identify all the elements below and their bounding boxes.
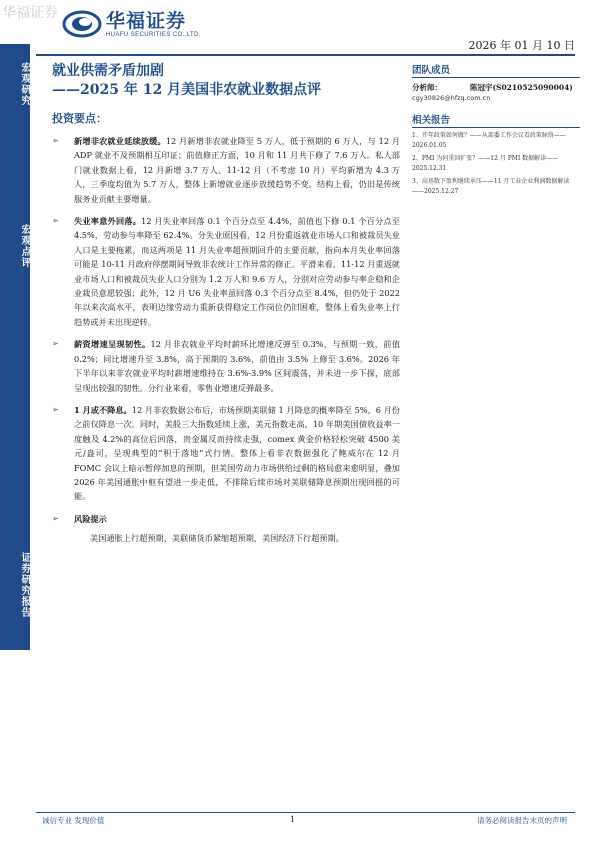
watermark: 华福证券 [2, 5, 58, 21]
report-date: 2026 年 01 月 10 日 [468, 39, 575, 52]
point-unemployment [52, 214, 400, 329]
footer-slogan: 诚信专业 发现价值 [42, 816, 105, 825]
related-reports-list [412, 131, 580, 197]
point-text: 12 月新增非农就业降至 5 万人，低于预期的 6 万人，与 12 月 ADP 就业不及预期相互印证；前值修正方面，10 月和 11 月共下修了 7.6 万人。私人部门就业数据上看，12 月新增 3.7 万人、11-12 月（不考虑 10 月）平均新增为 4.3 万人，三季度均值为 5.7 万人，整体上新增就业逐步放缓趋势不变。结构上看，仍旧是传统服务业贡献主要增量。 [74, 136, 400, 204]
brand-name-cn: 华福证券 [106, 9, 187, 32]
sidebar-label-macro-research: 宏观研究 [19, 62, 30, 106]
footer-divider [36, 812, 575, 813]
right-column [412, 62, 580, 197]
related-report-link[interactable]: 3、高基数下盈利继续承压——11 月工业企业利润数据解读——2025.12.27 [412, 178, 570, 195]
point-rate-cut [52, 403, 400, 504]
point-text: 12 月非农数据公布后，市场预期美联储 1 月降息的概率降至 5%，6 月份之前仅降息一次。同时，美股三大指数延续上涨，美元指数走高，10 年期美国债收益率一度触及 4.2%的高位后回落，贵金属反而持续走强，comex 黄金价格轻松突破 4500 美元/盎司，呈现典型的“积于落地”式行情。整体上看非农数据强化了鲍威尔在 12 月 FOMC 会议上暗示暂停加息的预期，但美国劳动力市场供给过剩的格局愈来愈明显，叠加 2026 年美国通胀中枢有望进一步走低，不排除后续市场对美联储降息预期出现回摇的可能。 [74, 404, 400, 502]
header-divider [36, 54, 575, 56]
bullet-arrow-icon: ➢ [52, 404, 59, 414]
report-title: 就业供需矛盾加剧 [52, 63, 164, 79]
bullet-arrow-icon: ➢ [52, 216, 59, 226]
brand-name-en: HUAFU SECURITIES CO.,LTD. [106, 31, 201, 38]
page-number: 1 [290, 815, 296, 824]
analyst-role: 分析师： [412, 83, 442, 92]
analyst-email: cgy30826@hfzq.com.cn [412, 94, 491, 102]
risk-heading-row [52, 512, 400, 526]
related-report-link[interactable]: 1、开年政策如何做？——从部委工作会议看政策脉络——2026.01.05 [412, 132, 566, 149]
point-text: 12 月非农就业平均时薪环比增速反弹至 0.3%，与预期一致，前值 0.2%；同比增速升至 3.8%，高于预期的 3.6%，前值由 3.5% 上修至 3.6%。2026 年下半年以来非农就业平均时薪增速维持在 3.6%-3.9% 区间震荡，并未进一步下探，底部呈现出较强的韧性。分行业来看，零售业增速反弹最多。 [74, 339, 400, 393]
sidebar [0, 44, 30, 650]
point-heading: 薪资增速呈现韧性。 [74, 339, 151, 350]
huafu-logo-icon [62, 10, 102, 38]
main-content [52, 62, 400, 546]
bullet-arrow-icon: ➢ [52, 136, 59, 145]
team-heading: 团队成员 [412, 62, 580, 78]
point-employment [52, 134, 400, 206]
point-heading: 1 月或不降息。 [74, 404, 132, 415]
related-report-link[interactable]: 2、PMI 为何重回扩张？——12 月 PMI 数据解读——2025.12.31 [412, 155, 559, 172]
point-wages [52, 337, 400, 395]
bullet-arrow-icon: ➢ [52, 513, 59, 523]
analyst-row [412, 82, 580, 93]
sidebar-label-macro-comment: 宏观点评 [19, 224, 30, 268]
brand-logo [62, 10, 201, 38]
sidebar-label-securities-report: 证券研究报告 [19, 552, 30, 618]
risk-heading: 风险提示 [74, 513, 107, 524]
analyst-name: 陈冠宇(S0210525090004) [470, 83, 573, 92]
report-subtitle: ——2025 年 12 月美国非农就业数据点评 [52, 82, 322, 98]
footer-disclaimer: 请务必阅读报告末页的声明 [477, 816, 567, 825]
point-heading: 失业率意外回落。 [74, 216, 142, 227]
point-text: 12 月失业率回落 0.1 个百分点至 4.4%，前值也下修 0.1 个百分点至 4.5%，劳动参与率降至 62.4%。分失业原因看，12 月份重返就业市场人口和被裁员失业人口是主要拖累，而这两项是 11 月失业率超预期回升的主要贡献，指向本月失业率回落可能是 10-11 月政府停摆期间导致非农统计工作异常的修正。平滑来看，11-12 月重返就业市场人口和被裁员失业人口分别为 1.2 万人和 9.6 万人，分别对应劳动参与率企稳和企业裁员意愿较强；此外，12 月 U6 失业率虽回落 0.3 个百分点至 8.4%，但仍处于 2022 年以来次高水平，表明边缘劳动力重新获得稳定工作岗位仍旧困难，整体上看失业率上行趋势或并未出现逆转。 [74, 216, 400, 327]
investment-points-heading: 投资要点： [52, 112, 107, 125]
point-heading: 新增非农就业延续放缓。 [74, 136, 166, 146]
bullet-arrow-icon: ➢ [52, 339, 59, 349]
related-reports-heading: 相关报告 [412, 112, 580, 128]
risk-text: 美国通胀上行超预期，美联储货币紧缩超预期，美国经济下行超预期。 [90, 533, 344, 544]
